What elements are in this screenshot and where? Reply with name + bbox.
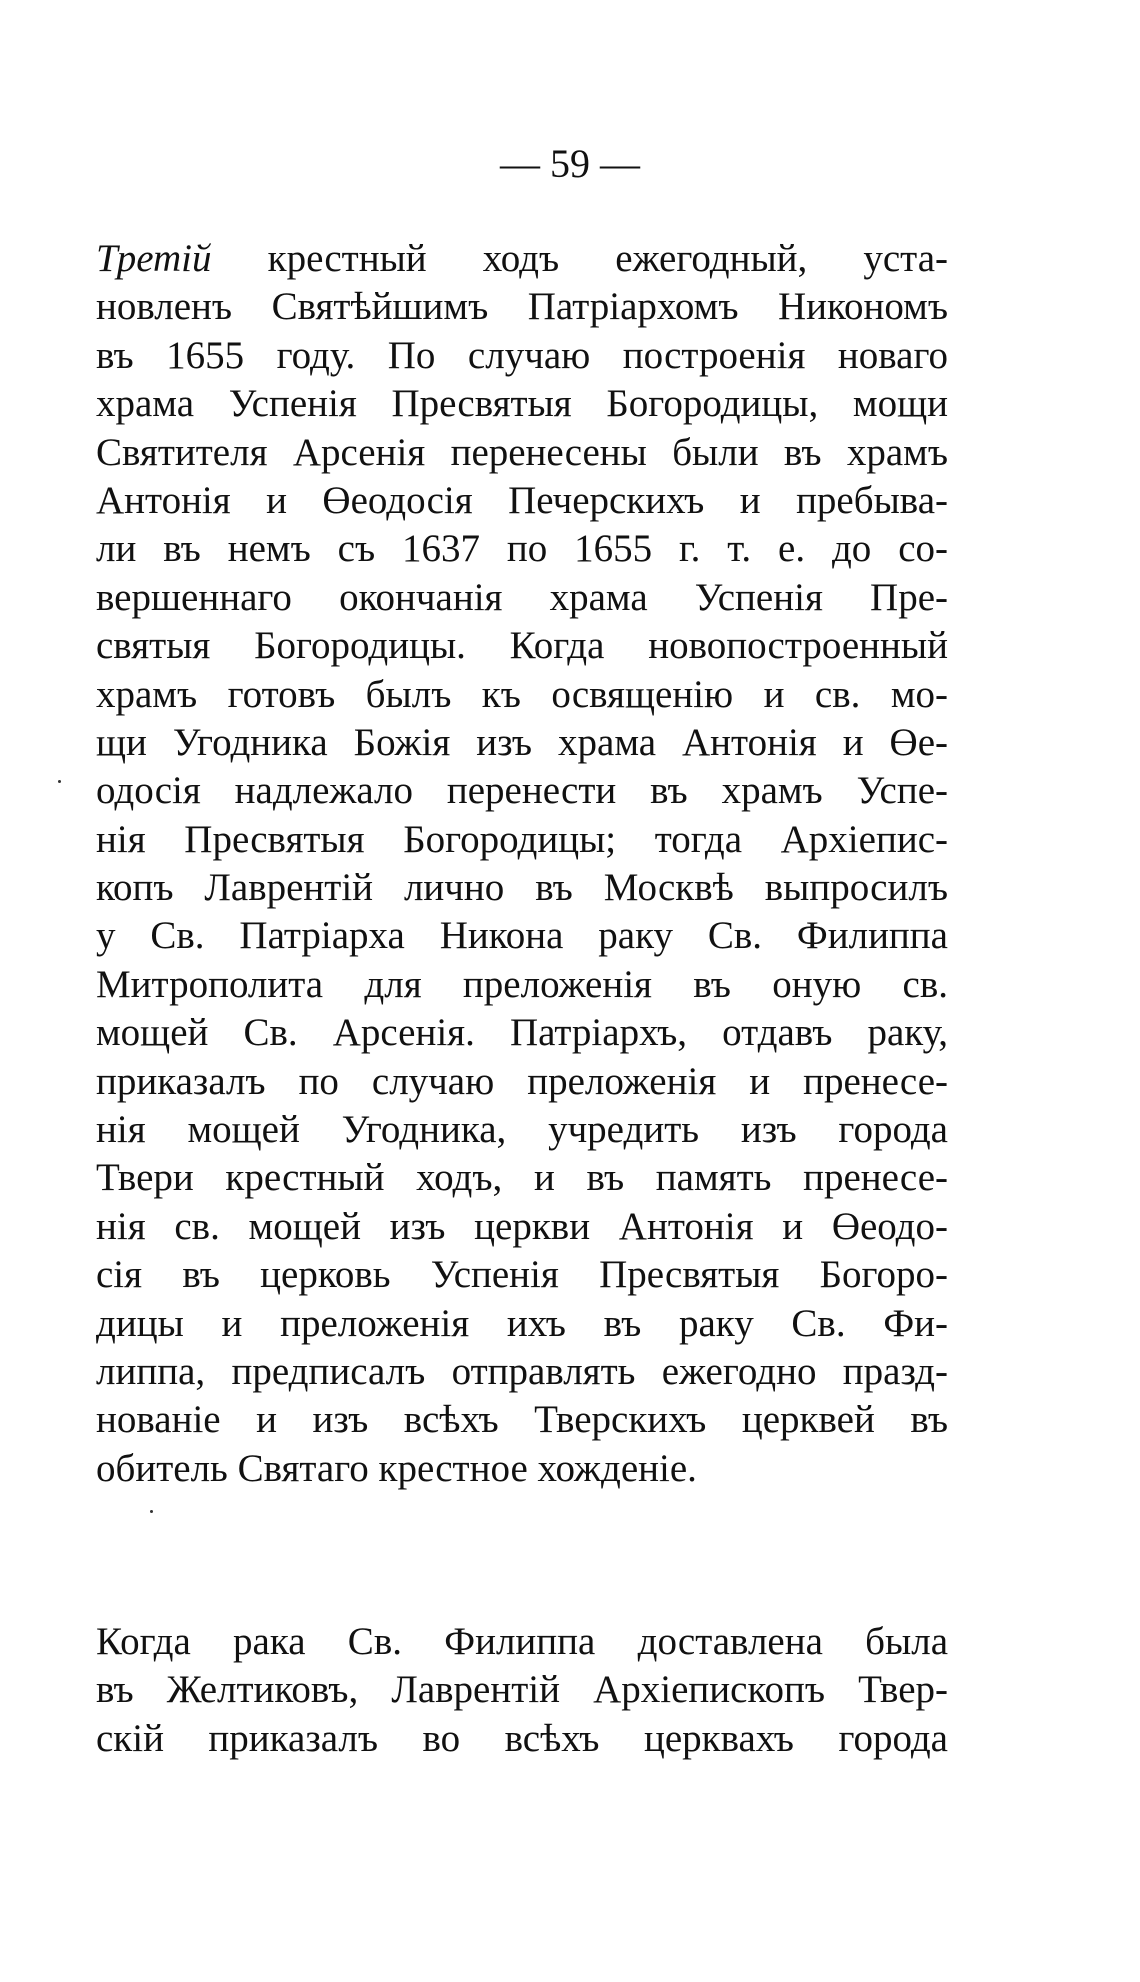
paragraph-1	[96, 235, 948, 1493]
text-line: вершеннаго окончанія храма Успенія Пре-	[96, 575, 948, 619]
stray-print-mark	[150, 1510, 153, 1513]
text-line: въ Желтиковъ, Лаврентій Архіепископъ Твер-	[96, 1668, 948, 1712]
text-line: въ 1655 году. По случаю построенія новаго	[96, 333, 948, 377]
text-line: нія св. мощей изъ церкви Антонія и Өеодо-	[96, 1204, 948, 1248]
text-line: храма Успенія Пресвятыя Богородицы, мощи	[96, 382, 948, 426]
text-line: копъ Лаврентій лично въ Москвѣ выпросилъ	[96, 866, 948, 910]
text-line: Твери крестный ходъ, и въ память пренесе-	[96, 1156, 948, 1200]
first-word: Третій	[96, 237, 212, 280]
text-line: нія Пресвятыя Богородицы; тогда Архіепис-	[96, 817, 948, 861]
text-line	[96, 235, 948, 283]
text-line: ли въ немъ съ 1637 по 1655 г. т. е. до со-	[96, 527, 948, 571]
text-line: Антонія и Өеодосія Печерскихъ и пребыва-	[96, 478, 948, 522]
text-line: нованіе и изъ всѣхъ Тверскихъ церквей въ	[96, 1398, 948, 1442]
text-line: у Св. Патріарха Никона раку Св. Филиппа	[96, 914, 948, 958]
text-line: скій приказалъ во всѣхъ церквахъ города	[96, 1716, 948, 1760]
line-text: крестный ходъ ежегодный, уста-	[211, 237, 948, 280]
text-line: святыя Богородицы. Когда новопостроенный	[96, 624, 948, 668]
text-line: одосія надлежало перенести въ храмъ Успе-	[96, 769, 948, 813]
stray-print-mark	[58, 780, 61, 783]
text-line: приказалъ по случаю преложенія и пренесе-	[96, 1059, 948, 1103]
paragraph-2	[96, 1618, 948, 1763]
text-line: обитель Святаго крестное хожденіе.	[96, 1446, 697, 1490]
text-line: храмъ готовъ былъ къ освященію и св. мо-	[96, 672, 948, 716]
text-line: дицы и преложенія ихъ въ раку Св. Фи-	[96, 1301, 948, 1345]
text-line: Митрополита для преложенія въ оную св.	[96, 962, 948, 1006]
text-line: щи Угодника Божія изъ храма Антонія и Өе-	[96, 720, 948, 764]
text-line: нія мощей Угодника, учредить изъ города	[96, 1108, 948, 1152]
text-line: новленъ Святѣйшимъ Патріархомъ Никономъ	[96, 285, 948, 329]
page-number: — 59 —	[500, 141, 640, 186]
text-line: липпа, предписалъ отправлять ежегодно празд-	[96, 1349, 948, 1393]
text-line: Святителя Арсенія перенесены были въ храмъ	[96, 430, 948, 474]
text-line: сія въ церковь Успенія Пресвятыя Богоро-	[96, 1253, 948, 1297]
text-line: Когда рака Св. Филиппа доставлена была	[96, 1620, 948, 1663]
text-line: мощей Св. Арсенія. Патріархъ, отдавъ раку,	[96, 1011, 948, 1055]
